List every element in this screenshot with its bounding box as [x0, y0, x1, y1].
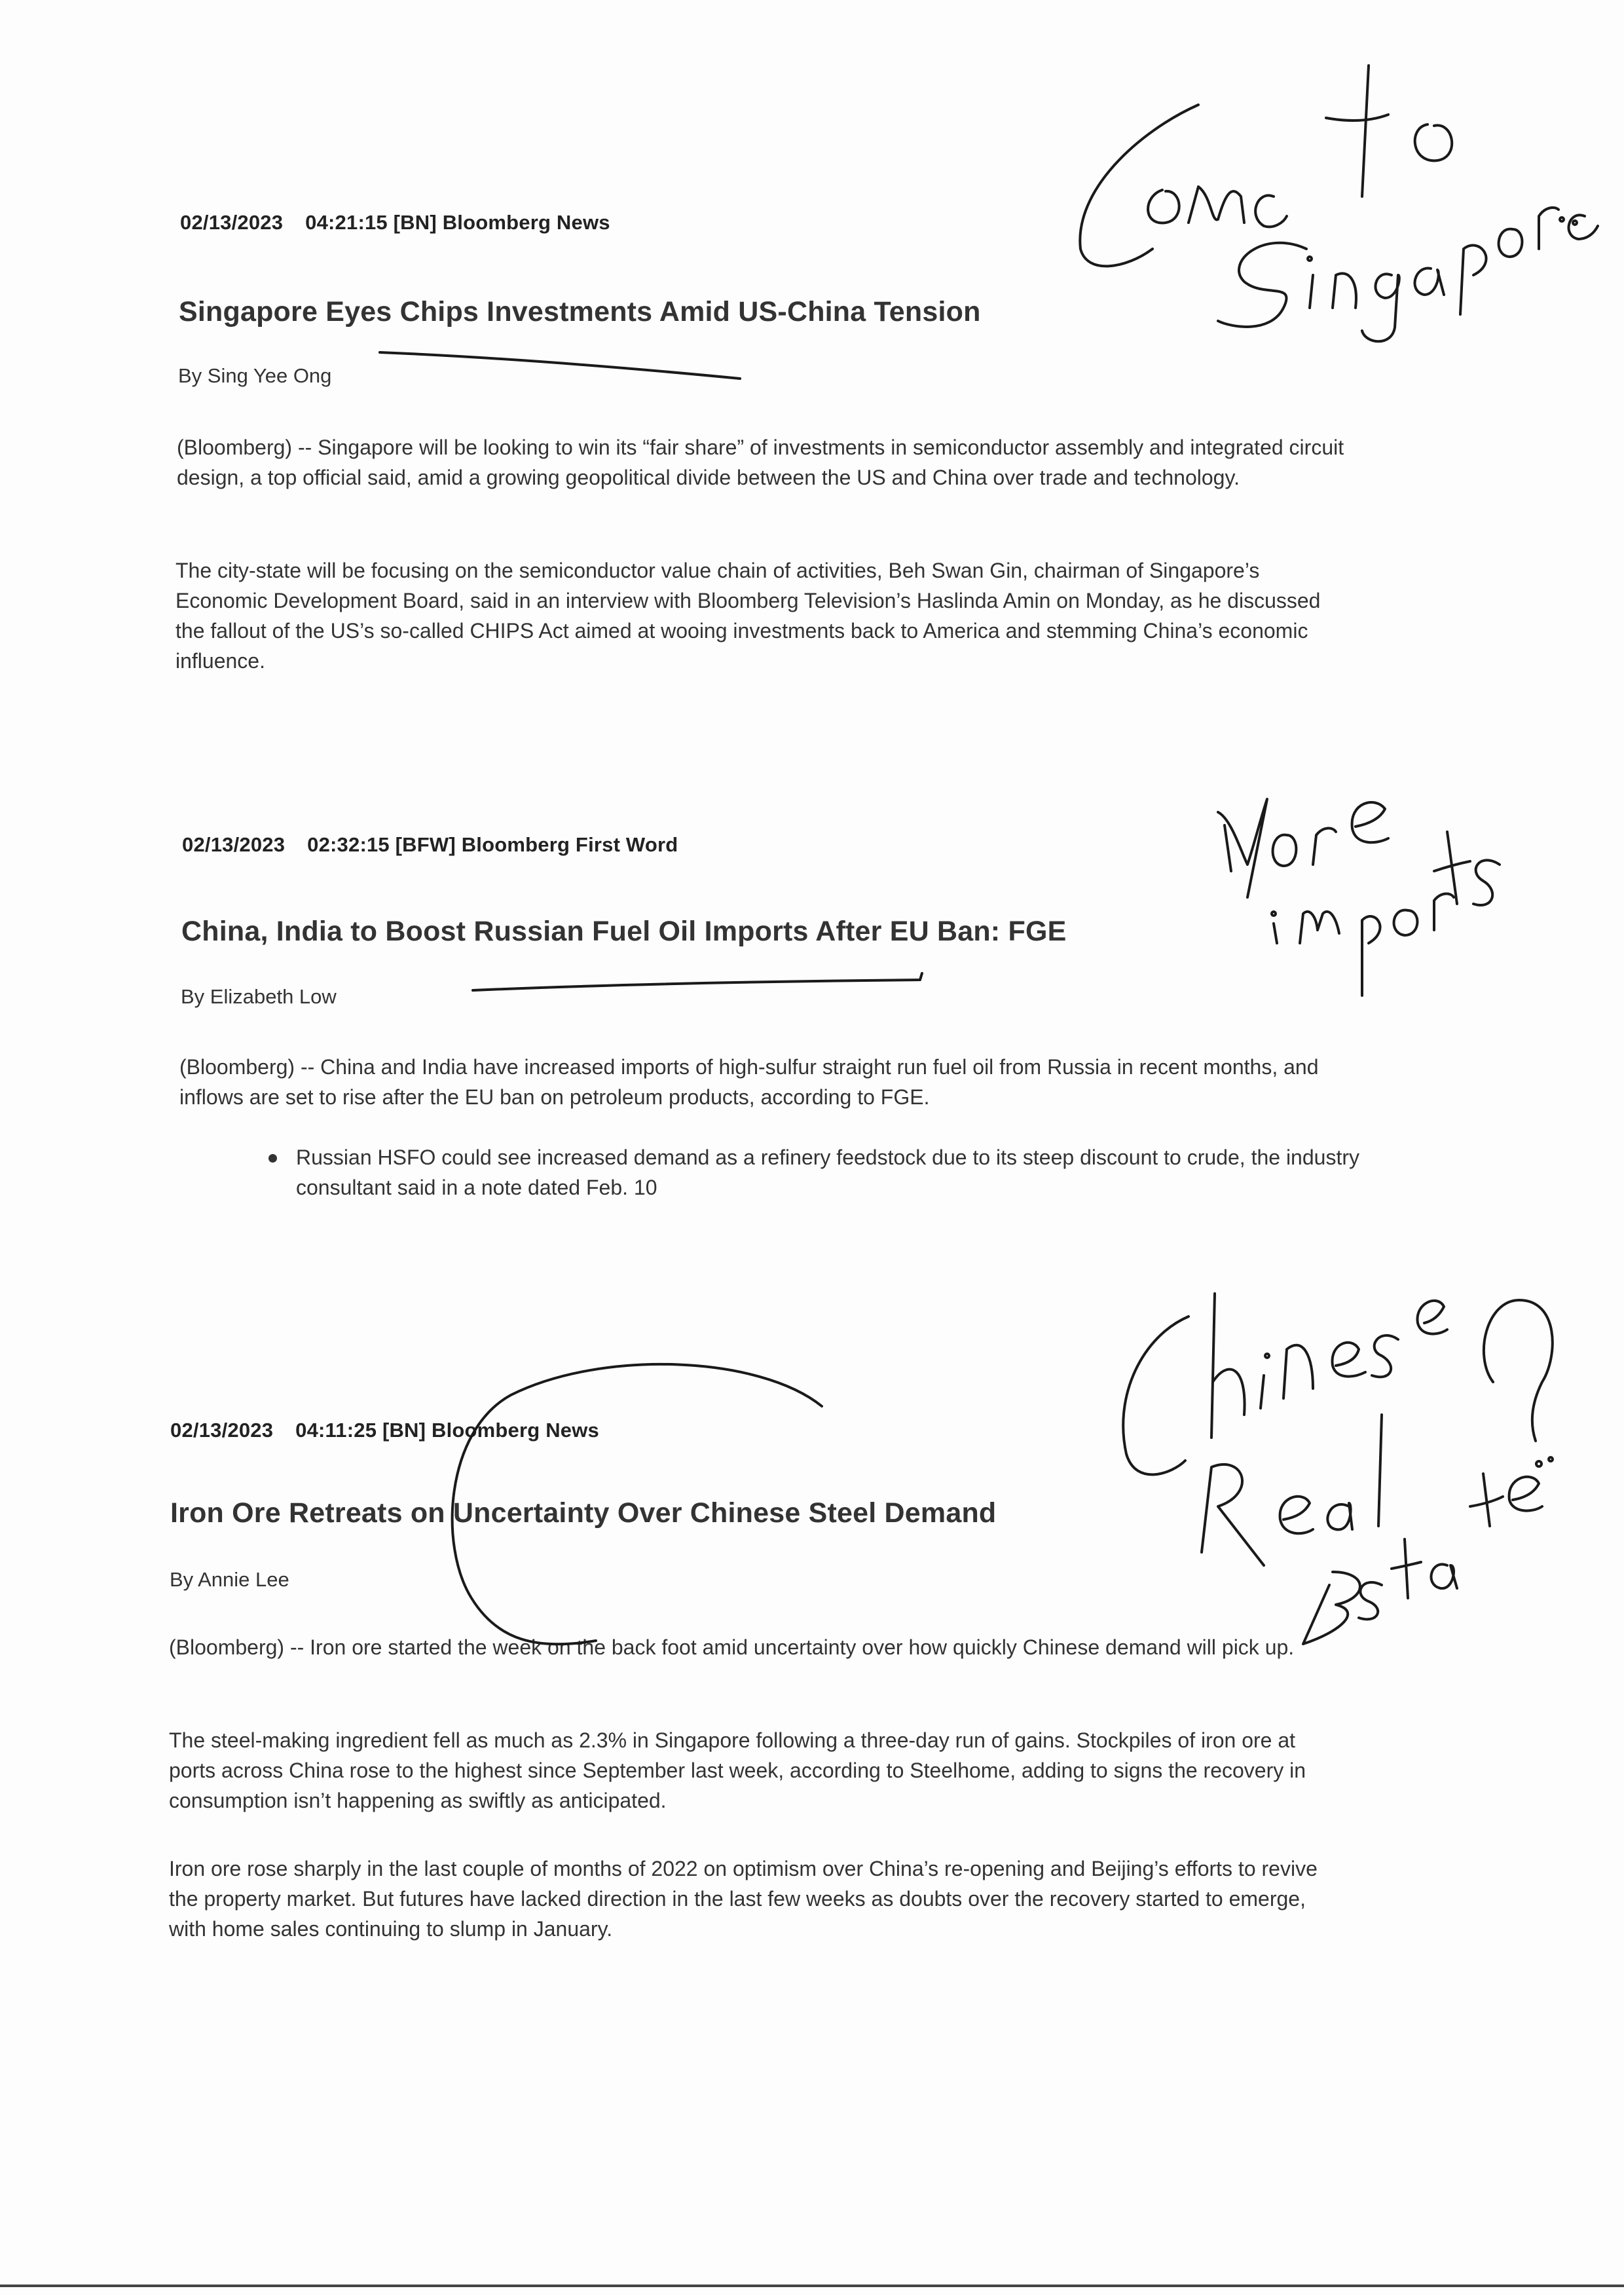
article-meta: [182, 833, 678, 857]
handwritten-note-come-to-singapore: [1080, 65, 1598, 341]
article-paragraph: Iron ore rose sharply in the last couple of months of 2022 on optimism over China’s re-opening and Beijing’s efforts to revive the property market. But futures have lacked direction in the last few weeks as doubts over the recovery started to emerge, with home sales continuing to slump in January.: [169, 1857, 1318, 1941]
article-time-source: 04:21:15 [BN] Bloomberg News: [305, 211, 610, 234]
article-bullet-list: [296, 1142, 1370, 1203]
handwritten-note-chinese-real-estate: [1123, 1294, 1553, 1644]
article-date: 02/13/2023: [170, 1419, 274, 1442]
article-byline: By Sing Yee Ong: [178, 364, 332, 387]
underline-mark: [473, 973, 922, 990]
bullet-icon: [268, 1154, 277, 1163]
article-headline: China, India to Boost Russian Fuel Oil Imports After EU Ban: FGE: [181, 916, 1067, 947]
article-date: 02/13/2023: [180, 211, 284, 234]
underline-mark: [380, 352, 740, 379]
article-time-source: 02:32:15 [BFW] Bloomberg First Word: [307, 833, 678, 856]
article-byline: By Annie Lee: [170, 1568, 289, 1591]
article-paragraph: The steel-making ingredient fell as much as 2.3% in Singapore following a three-day run of gains. Stockpiles of iron ore at ports across China rose to the highest since September last week, according to Steelhome, adding to signs the recovery in consumption isn’t happening as swiftly as anticipated.: [169, 1728, 1306, 1812]
article-meta: [180, 211, 610, 234]
article-paragraph: (Bloomberg) -- Singapore will be looking to win its “fair share” of investments in semiconductor assembly and integrated circuit design, a top official said, amid a growing geopolitical divide between the US and China over trade and technology.: [177, 436, 1344, 489]
article-headline: Iron Ore Retreats on Uncertainty Over Chinese Steel Demand: [170, 1497, 997, 1529]
article-byline: By Elizabeth Low: [181, 985, 337, 1008]
handwritten-note-more-imports: [1218, 799, 1500, 996]
article-meta: [170, 1419, 599, 1442]
list-item: [296, 1142, 1370, 1203]
article-time-source: 04:11:25 [BN] Bloomberg News: [295, 1419, 599, 1442]
article-paragraph: (Bloomberg) -- China and India have increased imports of high-sulfur straight run fuel oil from Russia in recent months, and inflows are set to rise after the EU ban on petroleum products, according to FGE.: [179, 1055, 1319, 1109]
page-bottom-edge: [0, 2285, 1624, 2287]
article-date: 02/13/2023: [182, 833, 286, 856]
bullet-text: Russian HSFO could see increased demand as a refinery feedstock due to its steep discount to crude, the industry consultant said in a note dated Feb. 10: [296, 1146, 1359, 1199]
article-paragraph: (Bloomberg) -- Iron ore started the week on the back foot amid uncertainty over how quickly Chinese demand will pick up.: [169, 1635, 1295, 1659]
article-headline: Singapore Eyes Chips Investments Amid US-China Tension: [179, 296, 981, 327]
article-paragraph: The city-state will be focusing on the semiconductor value chain of activities, Beh Swan Gin, chairman of Singapore’s Economic Development Board, said in an interview with Bloomberg Television’s Haslinda Amin on Monday, as he discussed the fallout of the US’s so-called CHIPS Act aimed at wooing investments back to America and stemming China’s economic influence.: [175, 559, 1321, 673]
